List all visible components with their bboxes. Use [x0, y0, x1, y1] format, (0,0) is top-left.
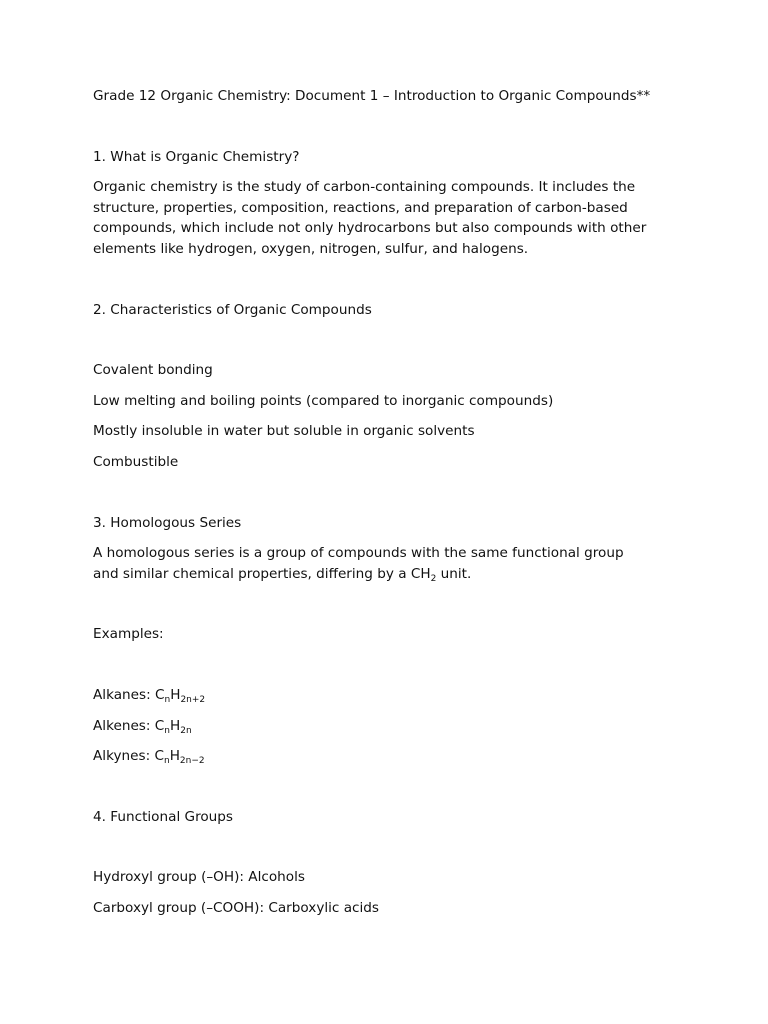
section-3-body [93, 543, 653, 584]
section-1-heading: 1. What is Organic Chemistry? [93, 148, 300, 165]
characteristic-item: Covalent bonding [93, 362, 213, 379]
characteristic-item: Combustible [93, 453, 179, 470]
document-title: Grade 12 Organic Chemistry: Document 1 – Introduction to Organic Compounds** [93, 88, 651, 104]
functional-group-item: Carboxyl group (–COOH): Carboxylic acids [93, 899, 380, 916]
formula-subscript: 2n−2 [179, 756, 205, 767]
ch2-subscript: 2 [430, 573, 437, 584]
functional-group-item: Hydroxyl group (–OH): Alcohols [93, 869, 305, 886]
formula-alkynes [93, 746, 653, 767]
formula-subscript: n [164, 725, 170, 736]
formula-alkanes [93, 685, 653, 706]
formula-subscript: 2n+2 [180, 694, 206, 705]
section-3-body-end: unit. [436, 565, 472, 582]
formula-hydrogen: H [170, 717, 181, 734]
examples-label: Examples: [93, 626, 164, 643]
formula-subscript: n [163, 756, 170, 767]
formula-alkenes [93, 716, 653, 737]
characteristic-item: Mostly insoluble in water but soluble in organic solvents [93, 423, 475, 440]
section-4-heading: 4. Functional Groups [93, 808, 234, 825]
section-2-heading: 2. Characteristics of Organic Compounds [93, 301, 372, 318]
formula-subscript: 2n [180, 725, 192, 736]
characteristic-item: Low melting and boiling points (compared to inorganic compounds) [93, 392, 554, 409]
section-3-body-text: A homologous series is a group of compounds with the same functional group and similar chemical properties, differing by a CH [93, 545, 624, 582]
formula-name: Alkynes: C [93, 748, 164, 765]
formula-name: Alkenes: C [93, 717, 165, 734]
formula-hydrogen: H [169, 748, 180, 765]
formula-subscript: n [164, 694, 171, 705]
section-3-heading: 3. Homologous Series [93, 514, 242, 531]
formula-hydrogen: H [170, 686, 181, 703]
document-page [93, 86, 653, 918]
section-1-body: Organic chemistry is the study of carbon-containing compounds. It includes the structure, properties, composition, reactions, and preparation of carbon-based compounds, which include not only hydrocarbons but also compounds with other elements like hydrogen, oxygen, nitrogen, sulfur, and halogens. [93, 179, 647, 257]
formula-name: Alkanes: C [93, 686, 165, 703]
